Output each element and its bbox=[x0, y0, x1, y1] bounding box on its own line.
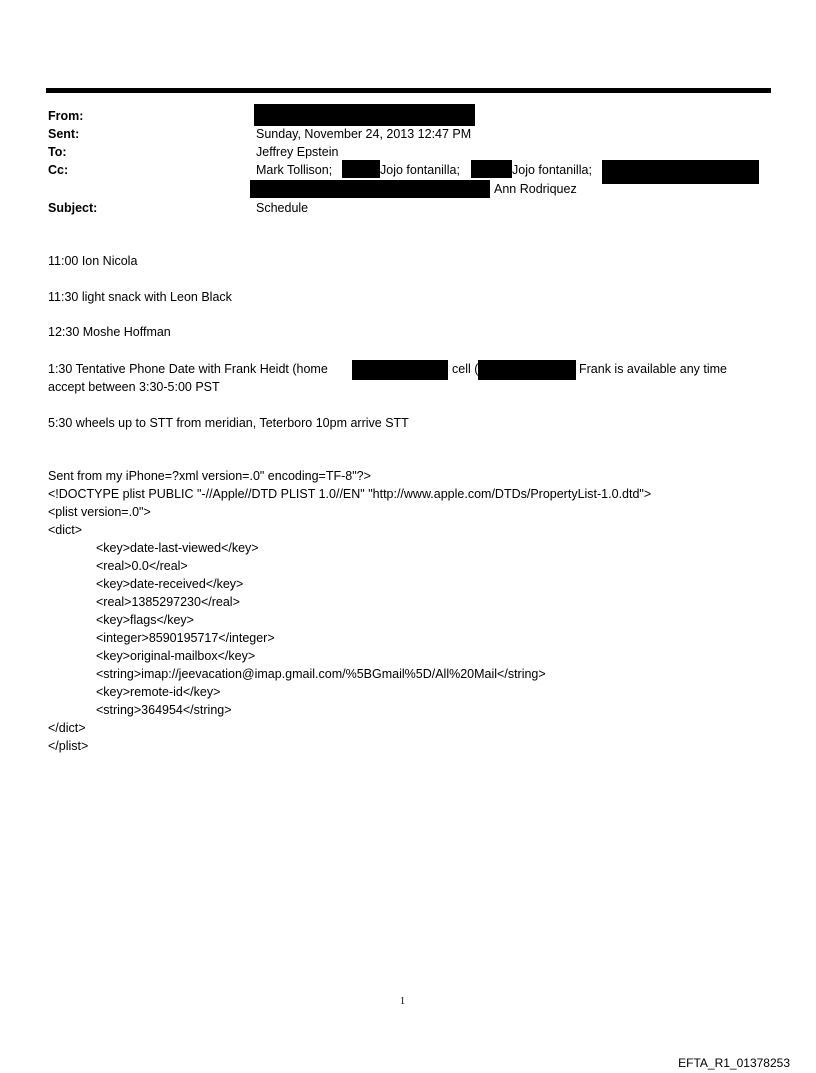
to-label: To: bbox=[48, 145, 67, 159]
redaction-cc1 bbox=[342, 160, 380, 178]
schedule-item-3: 12:30 Moshe Hoffman bbox=[48, 325, 171, 339]
schedule-item-4b: cell ( bbox=[452, 362, 479, 376]
header-rule bbox=[46, 88, 771, 93]
redaction-cc3 bbox=[602, 160, 759, 184]
plist-line: </dict> bbox=[48, 721, 86, 735]
redaction-from bbox=[254, 104, 475, 126]
plist-line: <plist version=.0"> bbox=[48, 505, 151, 519]
plist-line: <key>date-received</key> bbox=[96, 577, 244, 591]
plist-line: <string>imap://jeevacation@imap.gmail.com/%5BGmail%5D/All%20Mail</string> bbox=[96, 667, 546, 681]
to-value: Jeffrey Epstein bbox=[256, 145, 339, 159]
plist-line: <real>0.0</real> bbox=[96, 559, 188, 573]
from-label: From: bbox=[48, 109, 84, 123]
cc-part3: Jojo fontanilla; bbox=[512, 163, 592, 177]
plist-line: <dict> bbox=[48, 523, 83, 537]
plist-line: <key>flags</key> bbox=[96, 613, 194, 627]
plist-line: </plist> bbox=[48, 739, 89, 753]
plist-line: <key>date-last-viewed</key> bbox=[96, 541, 259, 555]
plist-line: <integer>8590195717</integer> bbox=[96, 631, 275, 645]
plist-line: Sent from my iPhone=?xml version=.0" encoding=TF-8"?> bbox=[48, 469, 371, 483]
plist-line: <!DOCTYPE plist PUBLIC "-//Apple//DTD PLIST 1.0//EN" "http://www.apple.com/DTDs/PropertyList-1.0.dtd"> bbox=[48, 487, 652, 501]
schedule-item-1: 11:00 Ion Nicola bbox=[48, 254, 138, 268]
schedule-item-5: 5:30 wheels up to STT from meridian, Teterboro 10pm arrive STT bbox=[48, 416, 409, 430]
redaction-cell-phone bbox=[478, 360, 576, 380]
plist-line: <key>remote-id</key> bbox=[96, 685, 221, 699]
sent-value: Sunday, November 24, 2013 12:47 PM bbox=[256, 127, 472, 141]
page-number: 1 bbox=[400, 996, 405, 1007]
subject-label: Subject: bbox=[48, 201, 98, 215]
subject-value: Schedule bbox=[256, 201, 309, 215]
cc-label: Cc: bbox=[48, 163, 69, 177]
plist-line: <string>364954</string> bbox=[96, 703, 232, 717]
schedule-item-4c: Frank is available any time bbox=[579, 362, 727, 376]
cc-part2: Jojo fontanilla; bbox=[380, 163, 460, 177]
schedule-item-2: 11:30 light snack with Leon Black bbox=[48, 290, 232, 304]
sent-label: Sent: bbox=[48, 127, 80, 141]
redaction-cc4 bbox=[250, 180, 490, 198]
plist-line: <key>original-mailbox</key> bbox=[96, 649, 256, 663]
schedule-item-4a: 1:30 Tentative Phone Date with Frank Heidt (home bbox=[48, 362, 328, 376]
redaction-cc2 bbox=[471, 160, 512, 178]
schedule-item-4d: accept between 3:30-5:00 PST bbox=[48, 380, 220, 394]
redaction-home-phone bbox=[352, 360, 448, 380]
cc-part1: Mark Tollison; bbox=[256, 163, 333, 177]
cc-part4: Ann Rodriquez bbox=[494, 182, 577, 196]
document-id: EFTA_R1_01378253 bbox=[678, 1056, 790, 1070]
plist-line: <real>1385297230</real> bbox=[96, 595, 240, 609]
